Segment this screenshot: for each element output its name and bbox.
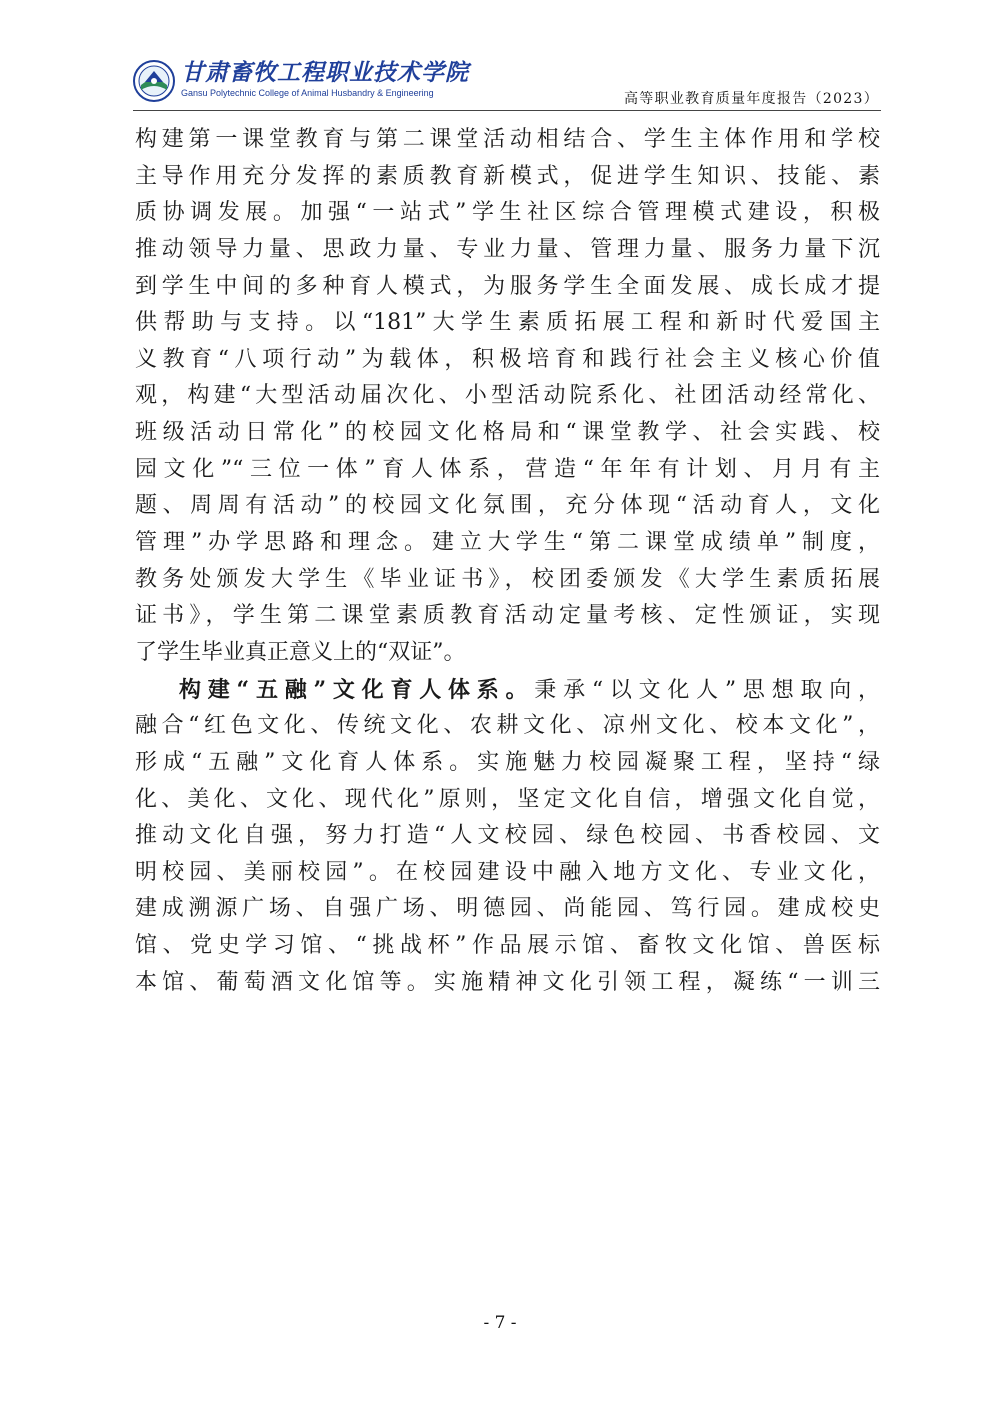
text-line: 形成“五融”文化育人体系。实施魅力校园凝聚工程，坚持“绿	[135, 749, 880, 775]
text-line: 管理”办学思路和理念。建立大学生“第二课堂成绩单”制度，	[135, 530, 880, 556]
school-name-english: Gansu Polytechnic College of Animal Husbandry & Engineering	[181, 88, 434, 98]
text-line: 馆、党史学习馆、“挑战杯”作品展示馆、畜牧文化馆、兽医标	[135, 933, 880, 959]
text-line: 化、美化、文化、现代化”原则，坚定文化自信，增强文化自觉，	[135, 786, 880, 812]
text-line: 到学生中间的多种育人模式，为服务学生全面发展、成长成才提	[135, 273, 880, 299]
text-line: 构建第一课堂教育与第二课堂活动相结合、学生主体作用和学校	[135, 127, 880, 152]
paragraph-2	[135, 672, 880, 1002]
paragraph-heading: 构建“五融”文化育人体系。	[179, 676, 535, 703]
college-emblem-icon	[133, 60, 175, 102]
text-line: 教务处颁发大学生《毕业证书》，校团委颁发《大学生素质拓展	[135, 566, 880, 592]
text-line: 题、周周有活动”的校园文化氛围，充分体现“活动育人，文化	[135, 493, 880, 519]
text-line: 主导作用充分发挥的素质教育新模式，促进学生知识、技能、素	[135, 163, 880, 189]
paragraph-1	[135, 122, 880, 672]
text-line: 观，构建“大型活动届次化、小型活动院系化、社团活动经常化、	[135, 383, 880, 409]
page-number: - 7 -	[483, 1313, 517, 1333]
text-line: 了学生毕业真正意义上的“双证”。	[135, 639, 466, 665]
text-line: 证书》，学生第二课堂素质教育活动定量考核、定性颁证，实现	[135, 603, 880, 629]
header-divider	[133, 110, 881, 111]
text-line: 供帮助与支持。以“181”大学生素质拓展工程和新时代爱国主	[135, 310, 880, 336]
text-line: 推动文化自强，努力打造“人文校园、绿色校园、书香校园、文	[135, 823, 880, 849]
text-line: 建成溯源广场、自强广场、明德园、尚能园、笃行园。建成校史	[135, 896, 880, 922]
report-title: 高等职业教育质量年度报告（2023）	[623, 91, 879, 107]
text-line: 义教育“八项行动”为载体，积极培育和践行社会主义核心价值	[135, 346, 880, 372]
text-line: 园文化”“三位一体”育人体系，营造“年年有计划、月月有主	[135, 456, 880, 482]
text-line: 推动领导力量、思政力量、专业力量、管理力量、服务力量下沉	[135, 236, 880, 262]
text-line: 质协调发展。加强“一站式”学生社区综合管理模式建设，积极	[135, 200, 880, 226]
text-line: 本馆、葡萄酒文化馆等。实施精神文化引领工程，凝练“一训三	[135, 969, 880, 995]
body-text	[135, 122, 880, 1001]
page-header	[133, 58, 881, 112]
text-line: 融合“红色文化、传统文化、农耕文化、凉州文化、校本文化”，	[135, 713, 880, 739]
paragraph-2-first-line-text: 秉承“以文化人”思想取向，	[534, 677, 881, 703]
paragraph-2-first-line	[135, 672, 880, 709]
school-name-chinese: 甘肃畜牧工程职业技术学院	[181, 59, 469, 86]
text-line: 班级活动日常化”的校园文化格局和“课堂教学、社会实践、校	[135, 420, 880, 446]
text-line: 明校园、美丽校园”。在校园建设中融入地方文化、专业文化，	[135, 859, 880, 885]
